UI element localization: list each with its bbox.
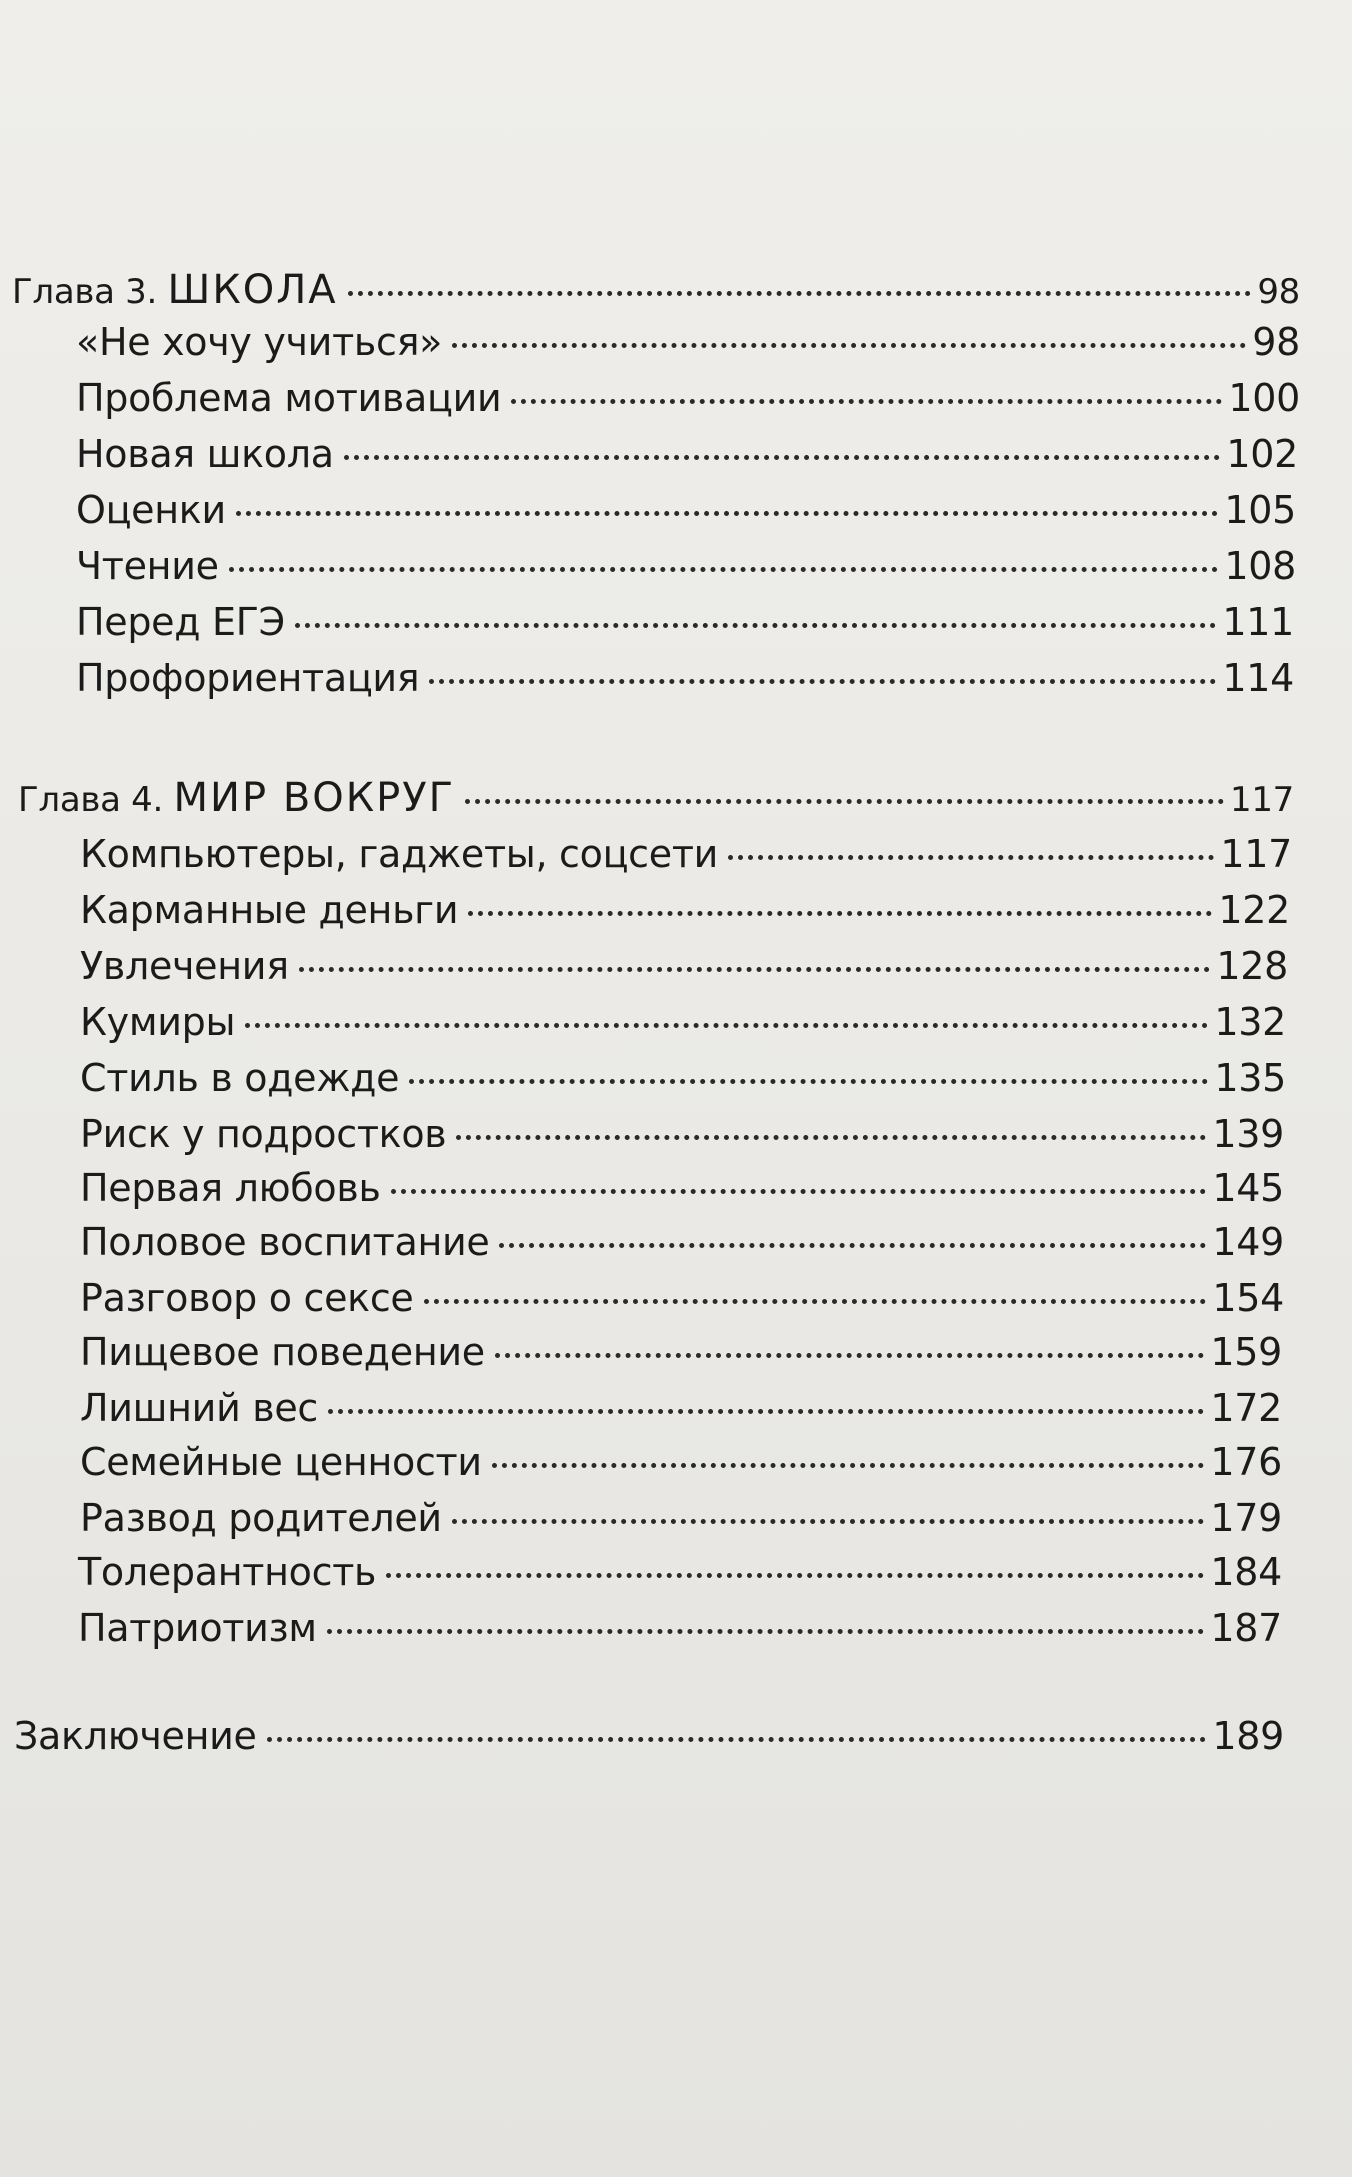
dot-leader — [492, 1463, 1205, 1468]
page-number: 176 — [1210, 1440, 1282, 1484]
dot-leader — [236, 511, 1219, 516]
entry-title: Толерантность — [78, 1550, 377, 1594]
page-number: 189 — [1212, 1714, 1284, 1758]
entry-title: Профориентация — [76, 656, 420, 700]
toc-entry — [76, 542, 1296, 590]
toc-entry — [80, 1110, 1284, 1158]
dot-leader — [229, 567, 1219, 572]
page-number: 122 — [1218, 888, 1290, 932]
chapter-prefix: Глава 4. — [18, 780, 164, 820]
entry-title: Чтение — [76, 544, 219, 588]
page-number: 117 — [1230, 780, 1294, 820]
entry-title: Риск у подростков — [80, 1112, 447, 1156]
entry-title: Пищевое поведение — [80, 1330, 485, 1374]
dot-leader — [452, 1519, 1205, 1524]
toc-entry — [80, 1054, 1286, 1102]
dot-leader — [391, 1189, 1207, 1194]
toc-entry — [78, 1548, 1282, 1596]
entry-title: Новая школа — [76, 432, 334, 476]
dot-leader — [728, 855, 1214, 860]
toc-entry — [76, 486, 1296, 534]
dot-leader — [299, 967, 1211, 972]
dot-leader — [295, 623, 1217, 628]
dot-leader — [267, 1737, 1207, 1742]
toc-chapter-3 — [12, 266, 1300, 316]
page-number: 149 — [1212, 1220, 1284, 1264]
dot-leader — [328, 1409, 1204, 1414]
toc-entry — [80, 1384, 1282, 1432]
entry-title: Компьютеры, гаджеты, соцсети — [80, 832, 719, 876]
page-number: 172 — [1210, 1386, 1282, 1430]
page-number: 145 — [1212, 1166, 1284, 1210]
page-number: 102 — [1226, 432, 1298, 476]
page-number: 111 — [1222, 600, 1294, 644]
toc-entry — [76, 598, 1294, 646]
dot-leader — [468, 911, 1212, 916]
dot-leader — [424, 1299, 1207, 1304]
page-number: 139 — [1212, 1112, 1284, 1156]
toc-entry — [76, 318, 1300, 366]
entry-title: Оценки — [76, 488, 226, 532]
page-number: 98 — [1252, 320, 1300, 364]
page-number: 108 — [1224, 544, 1296, 588]
toc-chapter-4 — [18, 774, 1294, 824]
entry-title: Карманные деньги — [80, 888, 459, 932]
toc-entry — [80, 1164, 1284, 1212]
toc-entry — [80, 1218, 1284, 1266]
entry-title: Патриотизм — [78, 1606, 317, 1650]
page-number: 132 — [1214, 1000, 1286, 1044]
page-number: 117 — [1220, 832, 1292, 876]
entry-title: «Не хочу учиться» — [76, 320, 443, 364]
dot-leader — [465, 799, 1224, 804]
entry-title: Разговор о сексе — [80, 1276, 414, 1320]
toc-entry — [76, 374, 1300, 422]
page-number: 114 — [1222, 656, 1294, 700]
page-number: 179 — [1210, 1496, 1282, 1540]
chapter-prefix: Глава 3. — [12, 272, 158, 312]
page-number: 98 — [1257, 272, 1300, 312]
toc-entry — [80, 1438, 1282, 1486]
dot-leader — [327, 1629, 1205, 1634]
toc-entry — [76, 430, 1298, 478]
entry-title: Перед ЕГЭ — [76, 600, 285, 644]
toc-entry — [80, 1494, 1282, 1542]
dot-leader — [386, 1573, 1204, 1578]
dot-leader — [344, 455, 1221, 460]
toc-entry — [80, 886, 1290, 934]
dot-leader — [495, 1353, 1204, 1358]
chapter-title: МИР ВОКРУГ — [173, 775, 456, 821]
page-number: 135 — [1214, 1056, 1286, 1100]
dot-leader — [456, 1135, 1206, 1140]
toc-conclusion — [14, 1712, 1284, 1760]
toc-entry — [80, 998, 1286, 1046]
toc-entry — [76, 654, 1294, 702]
chapter-heading — [12, 266, 338, 316]
entry-title: Заключение — [14, 1714, 257, 1758]
chapter-title: ШКОЛА — [167, 267, 338, 313]
page-number: 100 — [1228, 376, 1300, 420]
entry-title: Лишний вес — [80, 1386, 319, 1430]
page-number: 159 — [1210, 1330, 1282, 1374]
entry-title: Кумиры — [80, 1000, 236, 1044]
toc-entry — [80, 1274, 1284, 1322]
entry-title: Первая любовь — [80, 1166, 381, 1210]
entry-title: Развод родителей — [80, 1496, 442, 1540]
dot-leader — [499, 1243, 1206, 1248]
chapter-heading — [18, 774, 455, 824]
entry-title: Семейные ценности — [80, 1440, 482, 1484]
dot-leader — [409, 1079, 1208, 1084]
toc-entry — [78, 1604, 1282, 1652]
toc-entry — [80, 830, 1292, 878]
page-number: 105 — [1224, 488, 1296, 532]
page-number: 128 — [1216, 944, 1288, 988]
entry-title: Увлечения — [80, 944, 289, 988]
toc-entry — [80, 942, 1288, 990]
dot-leader — [452, 343, 1246, 348]
page-number: 184 — [1210, 1550, 1282, 1594]
entry-title: Стиль в одежде — [80, 1056, 400, 1100]
dot-leader — [348, 291, 1252, 296]
entry-title: Проблема мотивации — [76, 376, 502, 420]
dot-leader — [429, 679, 1216, 684]
page-number: 154 — [1212, 1276, 1284, 1320]
dot-leader — [245, 1023, 1208, 1028]
page-number: 187 — [1210, 1606, 1282, 1650]
dot-leader — [511, 399, 1222, 404]
entry-title: Половое воспитание — [80, 1220, 490, 1264]
toc-entry — [80, 1328, 1282, 1376]
